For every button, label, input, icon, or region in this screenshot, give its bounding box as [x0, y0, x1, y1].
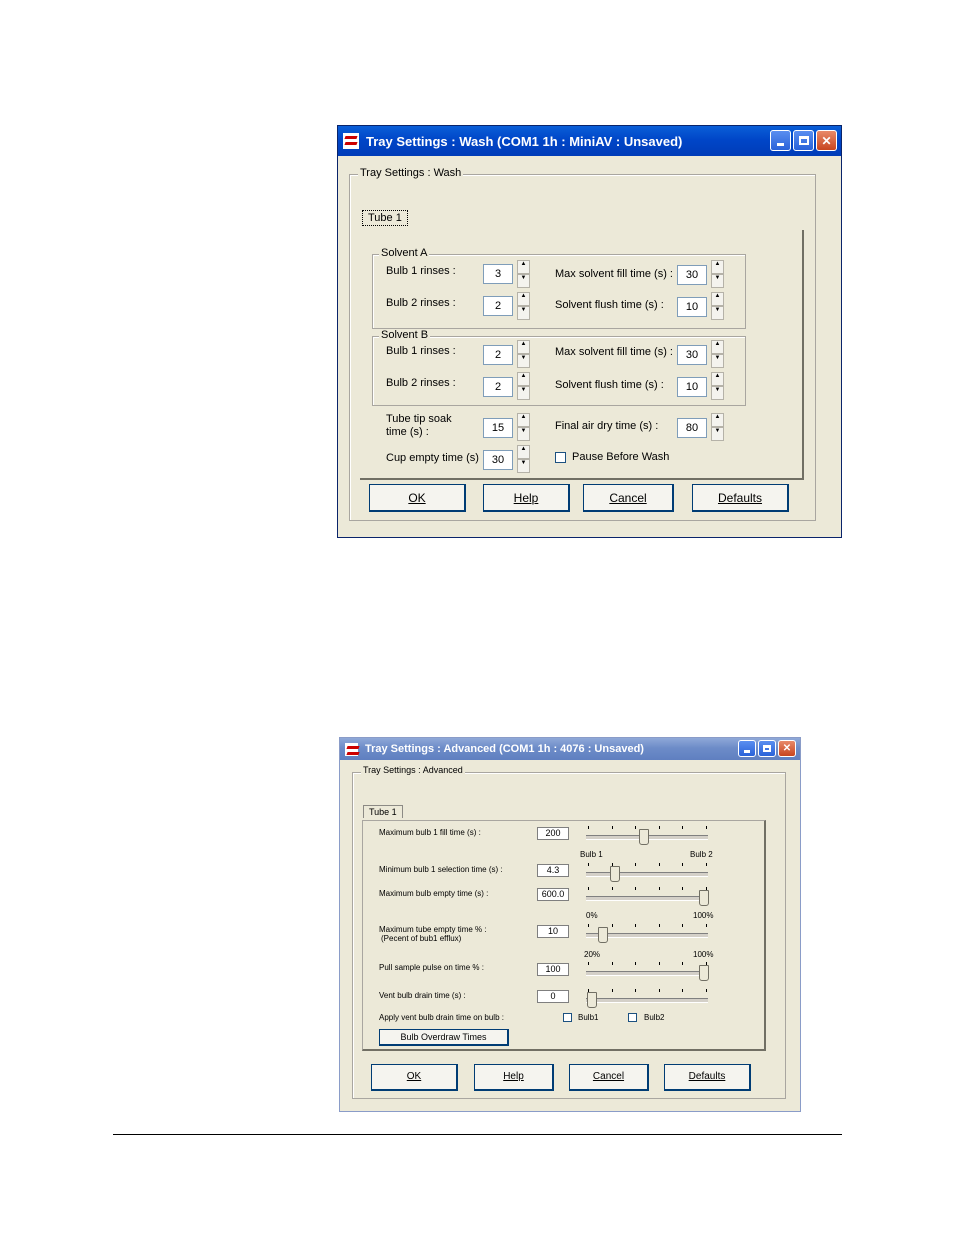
solvent-a-max-fill-input[interactable]: 30	[677, 265, 707, 285]
bulb-overdraw-times-button[interactable]: Bulb Overdraw Times	[379, 1029, 509, 1046]
maximize-icon	[763, 745, 771, 752]
spin-up-icon[interactable]: ▲	[711, 292, 724, 306]
solvent-b-flush-input[interactable]: 10	[677, 377, 707, 397]
pull-sample-value: 100	[537, 963, 569, 976]
bulb1-checkbox[interactable]	[563, 1013, 572, 1022]
page-divider-line	[113, 1134, 842, 1135]
spin-up-icon[interactable]: ▲	[517, 413, 530, 427]
bulb2-scale-label: Bulb 2	[690, 850, 713, 859]
bulb1-scale-label: Bulb 1	[580, 850, 603, 859]
vent-drain-slider-thumb[interactable]	[587, 992, 597, 1008]
solvent-b-max-fill-input[interactable]: 30	[677, 345, 707, 365]
slider-tick	[682, 924, 683, 927]
max-bulb1-fill-value: 200	[537, 827, 569, 840]
solvent-b-max-fill-label: Max solvent fill time (s) :	[555, 346, 673, 358]
solvent-b-max-fill-spinner[interactable]	[711, 340, 724, 368]
slider-tick	[682, 863, 683, 866]
pct-0-label: 0%	[586, 911, 598, 920]
slider-tick	[635, 989, 636, 992]
close-icon: ✕	[782, 742, 792, 754]
vent-drain-slider-track[interactable]	[586, 998, 708, 1003]
cancel-button[interactable]: Cancel	[569, 1064, 649, 1091]
advanced-group-title: Tray Settings : Advanced	[363, 765, 463, 775]
slider-tick	[706, 924, 707, 927]
wash-dialog-window	[337, 125, 842, 538]
slider-tick	[588, 887, 589, 890]
ok-button[interactable]: OK	[371, 1064, 458, 1091]
max-tube-empty-sublabel: (Pecent of bub1 efflux)	[381, 934, 462, 943]
slider-tick	[612, 887, 613, 890]
max-bulb1-fill-label: Maximum bulb 1 fill time (s) :	[379, 828, 481, 837]
max-tube-empty-slider-thumb[interactable]	[598, 927, 608, 943]
tube-tip-soak-label-line2: time (s) :	[386, 426, 429, 438]
spin-up-icon[interactable]: ▲	[711, 413, 724, 427]
slider-tick	[706, 863, 707, 866]
slider-tick	[682, 962, 683, 965]
app-logo-icon	[345, 743, 358, 756]
slider-tick	[706, 887, 707, 890]
spin-down-icon[interactable]: ▼	[517, 274, 530, 288]
ok-button[interactable]: OK	[369, 484, 466, 512]
vent-drain-label: Vent bulb drain time (s) :	[379, 991, 466, 1000]
cup-empty-input[interactable]: 30	[483, 450, 513, 470]
max-tube-empty-label: Maximum tube empty time % :	[379, 925, 487, 934]
solvent-b-bulb1-label: Bulb 1 rinses :	[386, 345, 456, 357]
slider-tick	[588, 962, 589, 965]
slider-tick	[659, 887, 660, 890]
solvent-a-bulb1-input[interactable]: 3	[483, 264, 513, 284]
defaults-button[interactable]: Defaults	[664, 1064, 751, 1091]
slider-tick	[635, 924, 636, 927]
help-button[interactable]: Help	[474, 1064, 554, 1091]
solvent-b-bulb2-spinner[interactable]	[517, 372, 530, 400]
slider-tick	[612, 989, 613, 992]
minimize-icon	[777, 143, 784, 146]
pause-before-wash-checkbox[interactable]	[555, 452, 566, 463]
pull-sample-slider-thumb[interactable]	[699, 965, 709, 981]
tab-tube-1[interactable]: Tube 1	[363, 805, 403, 818]
solvent-a-max-fill-label: Max solvent fill time (s) :	[555, 268, 673, 280]
slider-tick	[612, 826, 613, 829]
solvent-a-bulb1-spinner[interactable]	[517, 260, 530, 288]
minimize-button[interactable]	[738, 740, 756, 757]
slider-tick	[659, 962, 660, 965]
solvent-a-flush-label: Solvent flush time (s) :	[555, 299, 664, 311]
max-bulb-empty-value: 600.0	[537, 888, 569, 901]
spin-up-icon[interactable]: ▲	[517, 260, 530, 274]
spin-down-icon[interactable]: ▼	[711, 354, 724, 368]
slider-tick	[706, 826, 707, 829]
pct-100-label: 100%	[693, 911, 714, 920]
slider-tick	[612, 924, 613, 927]
tube-tip-soak-spinner[interactable]	[517, 413, 530, 441]
wash-group-title: Tray Settings : Wash	[360, 167, 462, 179]
slider-tick	[635, 863, 636, 866]
spin-down-icon[interactable]: ▼	[711, 274, 724, 288]
advanced-window-title: Tray Settings : Advanced (COM1 1h : 4076 : Unsaved)	[365, 743, 644, 755]
apply-vent-label: Apply vent bulb drain time on bulb :	[379, 1013, 504, 1022]
solvent-a-bulb1-label: Bulb 1 rinses :	[386, 265, 456, 277]
final-air-dry-spinner[interactable]	[711, 413, 724, 441]
solvent-b-title: Solvent B	[381, 329, 429, 341]
close-icon: ✕	[821, 133, 832, 148]
spin-down-icon[interactable]: ▼	[517, 459, 530, 473]
slider-tick	[706, 962, 707, 965]
minimize-icon	[744, 750, 750, 753]
solvent-b-bulb1-input[interactable]: 2	[483, 345, 513, 365]
solvent-a-bulb2-spinner[interactable]	[517, 292, 530, 320]
slider-tick	[659, 924, 660, 927]
slider-tick	[682, 887, 683, 890]
spin-down-icon[interactable]: ▼	[517, 427, 530, 441]
spin-down-icon[interactable]: ▼	[517, 354, 530, 368]
app-logo-icon	[343, 133, 359, 149]
solvent-a-flush-input[interactable]: 10	[677, 297, 707, 317]
slider-tick	[588, 826, 589, 829]
slider-tick	[635, 962, 636, 965]
advanced-title-bar[interactable]	[340, 738, 800, 760]
solvent-a-title: Solvent A	[381, 247, 428, 259]
minimize-button[interactable]	[770, 130, 791, 151]
bulb2-checkbox[interactable]	[628, 1013, 637, 1022]
spin-down-icon[interactable]: ▼	[711, 386, 724, 400]
bulb2-checkbox-label: Bulb2	[644, 1013, 665, 1022]
max-bulb1-fill-slider-thumb[interactable]	[639, 829, 649, 845]
max-bulb-empty-label: Maximum bulb empty time (s) :	[379, 889, 489, 898]
slider-tick	[706, 989, 707, 992]
max-bulb-empty-slider-thumb[interactable]	[699, 890, 709, 906]
final-air-dry-input[interactable]: 80	[677, 418, 707, 438]
bulb1-checkbox-label: Bulb1	[578, 1013, 599, 1022]
spin-up-icon[interactable]: ▲	[517, 372, 530, 386]
close-button[interactable]	[778, 740, 796, 757]
spin-up-icon[interactable]: ▲	[711, 260, 724, 274]
max-bulb-empty-slider-track[interactable]	[586, 896, 708, 901]
vent-drain-value: 0	[537, 990, 569, 1003]
pull-sample-slider-track[interactable]	[586, 971, 708, 976]
tube-tip-soak-input[interactable]: 15	[483, 418, 513, 438]
slider-tick	[612, 863, 613, 866]
defaults-button[interactable]: Defaults	[692, 484, 789, 512]
wash-window-title: Tray Settings : Wash (COM1 1h : MiniAV : Unsaved)	[366, 133, 683, 149]
spin-down-icon[interactable]: ▼	[711, 427, 724, 441]
spin-up-icon[interactable]: ▲	[517, 340, 530, 354]
spin-up-icon[interactable]: ▲	[517, 292, 530, 306]
maximize-button[interactable]	[793, 130, 814, 151]
slider-tick	[612, 962, 613, 965]
solvent-b-bulb1-spinner[interactable]	[517, 340, 530, 368]
solvent-a-bulb2-label: Bulb 2 rinses :	[386, 297, 456, 309]
min-bulb1-selection-slider-thumb[interactable]	[610, 866, 620, 882]
tube-tip-soak-label: Tube tip soak	[386, 413, 452, 425]
final-air-dry-label: Final air dry time (s) :	[555, 420, 659, 432]
advanced-dialog-window	[339, 737, 801, 1112]
spin-up-icon[interactable]: ▲	[517, 445, 530, 459]
slider-tick	[588, 863, 589, 866]
solvent-a-bulb2-input[interactable]: 2	[483, 296, 513, 316]
wash-title-bar[interactable]	[338, 126, 841, 156]
min-bulb1-selection-value: 4.3	[537, 864, 569, 877]
solvent-b-bulb2-label: Bulb 2 rinses :	[386, 377, 456, 389]
slider-tick	[659, 989, 660, 992]
min-bulb1-selection-label: Minimum bulb 1 selection time (s) :	[379, 865, 503, 874]
slider-tick	[682, 989, 683, 992]
solvent-b-bulb2-input[interactable]: 2	[483, 377, 513, 397]
spin-down-icon[interactable]: ▼	[517, 306, 530, 320]
slider-tick	[588, 989, 589, 992]
slider-tick	[635, 887, 636, 890]
slider-tick	[682, 826, 683, 829]
solvent-b-flush-spinner[interactable]	[711, 372, 724, 400]
spin-up-icon[interactable]: ▲	[711, 340, 724, 354]
pause-before-wash-label: Pause Before Wash	[572, 451, 670, 463]
slider-tick	[635, 826, 636, 829]
solvent-b-flush-label: Solvent flush time (s) :	[555, 379, 664, 391]
slider-tick	[588, 924, 589, 927]
max-tube-empty-value: 10	[537, 925, 569, 938]
close-button[interactable]	[816, 130, 837, 151]
slider-tick	[659, 863, 660, 866]
solvent-a-flush-spinner[interactable]	[711, 292, 724, 320]
help-button[interactable]: Help	[483, 484, 570, 512]
cup-empty-spinner[interactable]	[517, 445, 530, 473]
min-bulb1-selection-slider-track[interactable]	[586, 872, 708, 877]
spin-down-icon[interactable]: ▼	[711, 306, 724, 320]
pull-sample-label: Pull sample pulse on time % :	[379, 963, 484, 972]
solvent-a-max-fill-spinner[interactable]	[711, 260, 724, 288]
spin-down-icon[interactable]: ▼	[517, 386, 530, 400]
maximize-icon	[799, 136, 809, 145]
cancel-button[interactable]: Cancel	[583, 484, 674, 512]
slider-tick	[659, 826, 660, 829]
pct-20-label: 20%	[584, 950, 601, 959]
cup-empty-label: Cup empty time (s)	[386, 452, 479, 464]
tab-tube-1[interactable]: Tube 1	[362, 210, 408, 226]
pct-100b-label: 100%	[693, 950, 714, 959]
maximize-button[interactable]	[758, 740, 776, 757]
spin-up-icon[interactable]: ▲	[711, 372, 724, 386]
